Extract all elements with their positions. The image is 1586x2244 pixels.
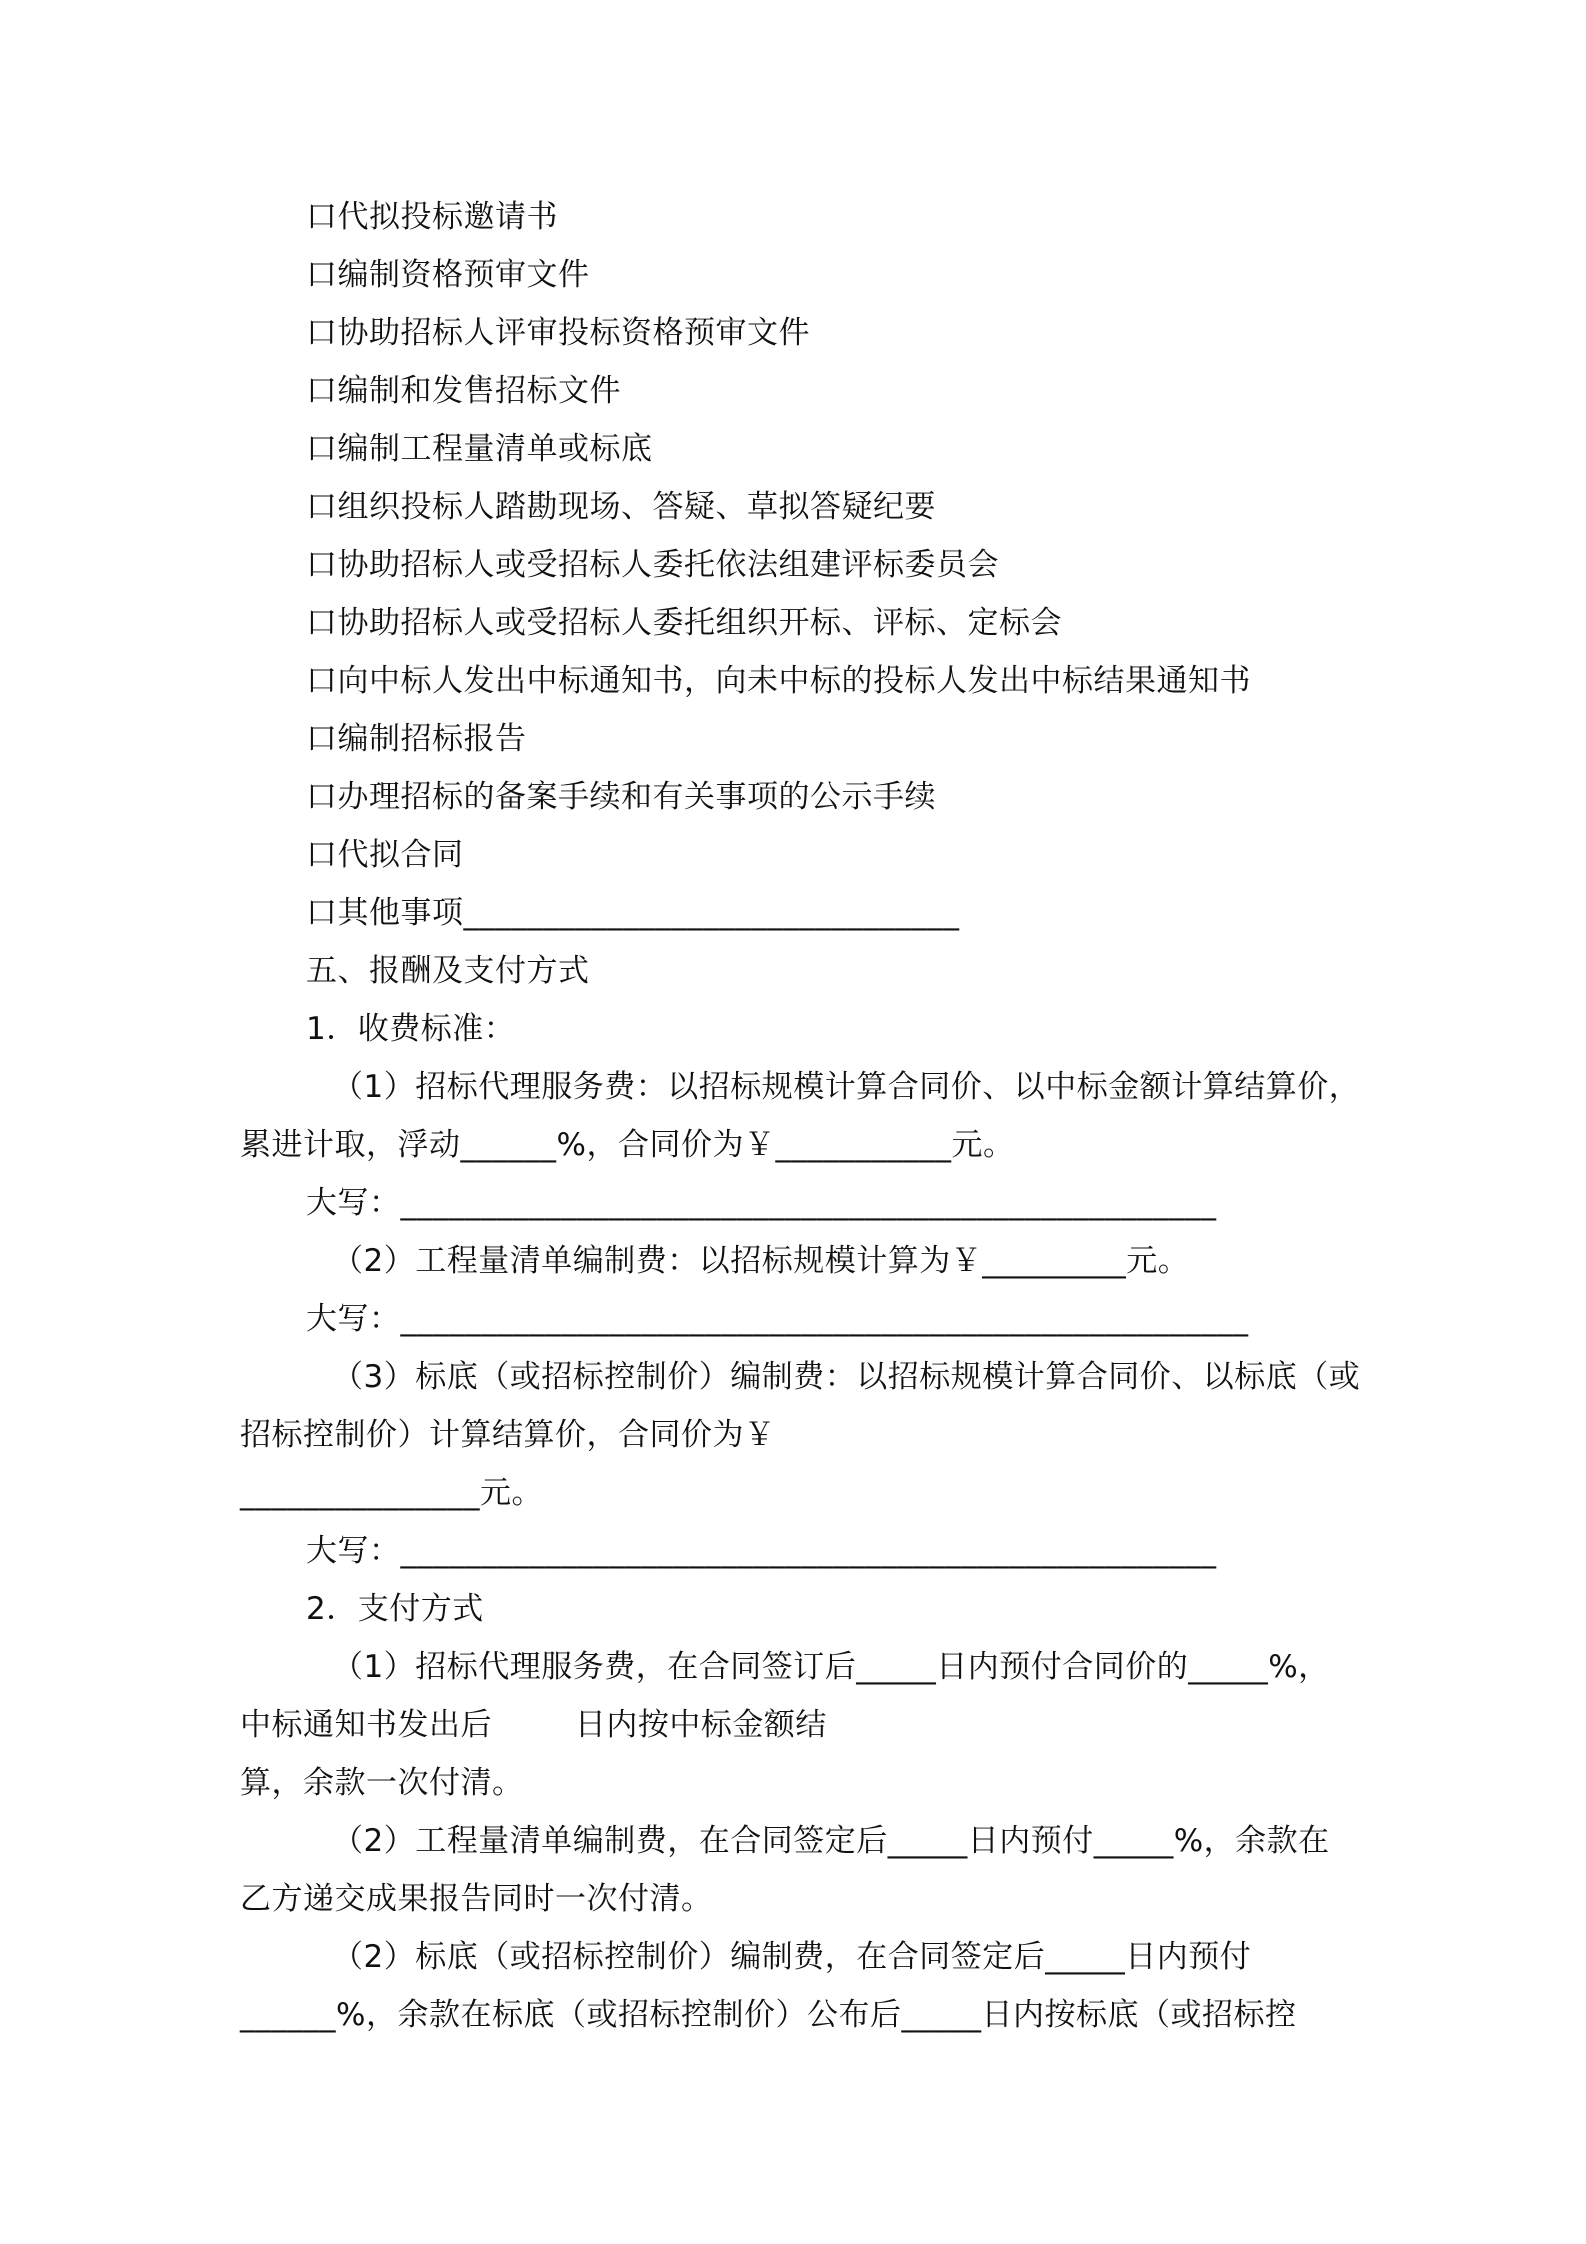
checklist-item-4: 口编制和发售招标文件 — [306, 373, 621, 409]
payment-item-3-line-1: （2）标底（或招标控制价）编制费，在合同签定后_____日内预付 — [332, 1939, 1252, 1975]
fee-item-3-line-3: _______________元。 — [240, 1475, 543, 1511]
fee-item-2-amount-in-words: 大写：_____________________________________________________ — [306, 1301, 1249, 1337]
payment-item-3-line-2: ______%，余款在标底（或招标控制价）公布后_____日内按标底（或招标控 — [240, 1997, 1297, 2033]
fee-item-3-line-2: 招标控制价）计算结算价，合同价为￥ — [240, 1417, 776, 1453]
fee-item-1-amount-in-words: 大写：___________________________________________________ — [306, 1185, 1217, 1221]
fee-item-2: （2）工程量清单编制费：以招标规模计算为￥_________元。 — [332, 1243, 1190, 1279]
fee-item-1-line-2: 累进计取，浮动______%，合同价为￥___________元。 — [240, 1127, 1015, 1163]
fee-item-1-line-1: （1）招标代理服务费：以招标规模计算合同价、以中标金额计算结算价， — [332, 1069, 1361, 1105]
payment-item-2-line-1: （2）工程量清单编制费，在合同签定后_____日内预付_____%，余款在 — [332, 1823, 1330, 1859]
payment-item-2-line-2: 乙方递交成果报告同时一次付清。 — [240, 1881, 713, 1917]
payment-item-1-line-3: 算，余款一次付清。 — [240, 1765, 524, 1801]
checklist-item-6: 口组织投标人踏勘现场、答疑、草拟答疑纪要 — [306, 489, 936, 525]
checklist-item-1: 口代拟投标邀请书 — [306, 199, 558, 235]
payment-item-1-line-1: （1）招标代理服务费，在合同签订后_____日内预付合同价的_____%， — [332, 1649, 1330, 1685]
checklist-item-9: 口向中标人发出中标通知书，向未中标的投标人发出中标结果通知书 — [306, 663, 1251, 699]
fee-standard-heading: 1．收费标准： — [306, 1011, 516, 1047]
checklist-item-8: 口协助招标人或受招标人委托组织开标、评标、定标会 — [306, 605, 1062, 641]
checklist-item-2: 口编制资格预审文件 — [306, 257, 590, 293]
payment-item-1-line-2: 中标通知书发出后 日内按中标金额结 — [240, 1707, 827, 1743]
fee-item-3-amount-in-words: 大写：___________________________________________________ — [306, 1533, 1217, 1569]
checklist-item-11: 口办理招标的备案手续和有关事项的公示手续 — [306, 779, 936, 815]
fee-item-3-line-1: （3）标底（或招标控制价）编制费：以招标规模计算合同价、以标底（或 — [332, 1359, 1361, 1395]
checklist-item-7: 口协助招标人或受招标人委托依法组建评标委员会 — [306, 547, 999, 583]
checklist-item-13: 口其他事项_______________________________ — [306, 895, 960, 931]
checklist-item-5: 口编制工程量清单或标底 — [306, 431, 653, 467]
payment-heading: 2．支付方式 — [306, 1591, 484, 1627]
checklist-item-3: 口协助招标人评审投标资格预审文件 — [306, 315, 810, 351]
checklist-item-10: 口编制招标报告 — [306, 721, 527, 757]
section-heading: 五、报酬及支付方式 — [306, 953, 590, 989]
checklist-item-12: 口代拟合同 — [306, 837, 464, 873]
